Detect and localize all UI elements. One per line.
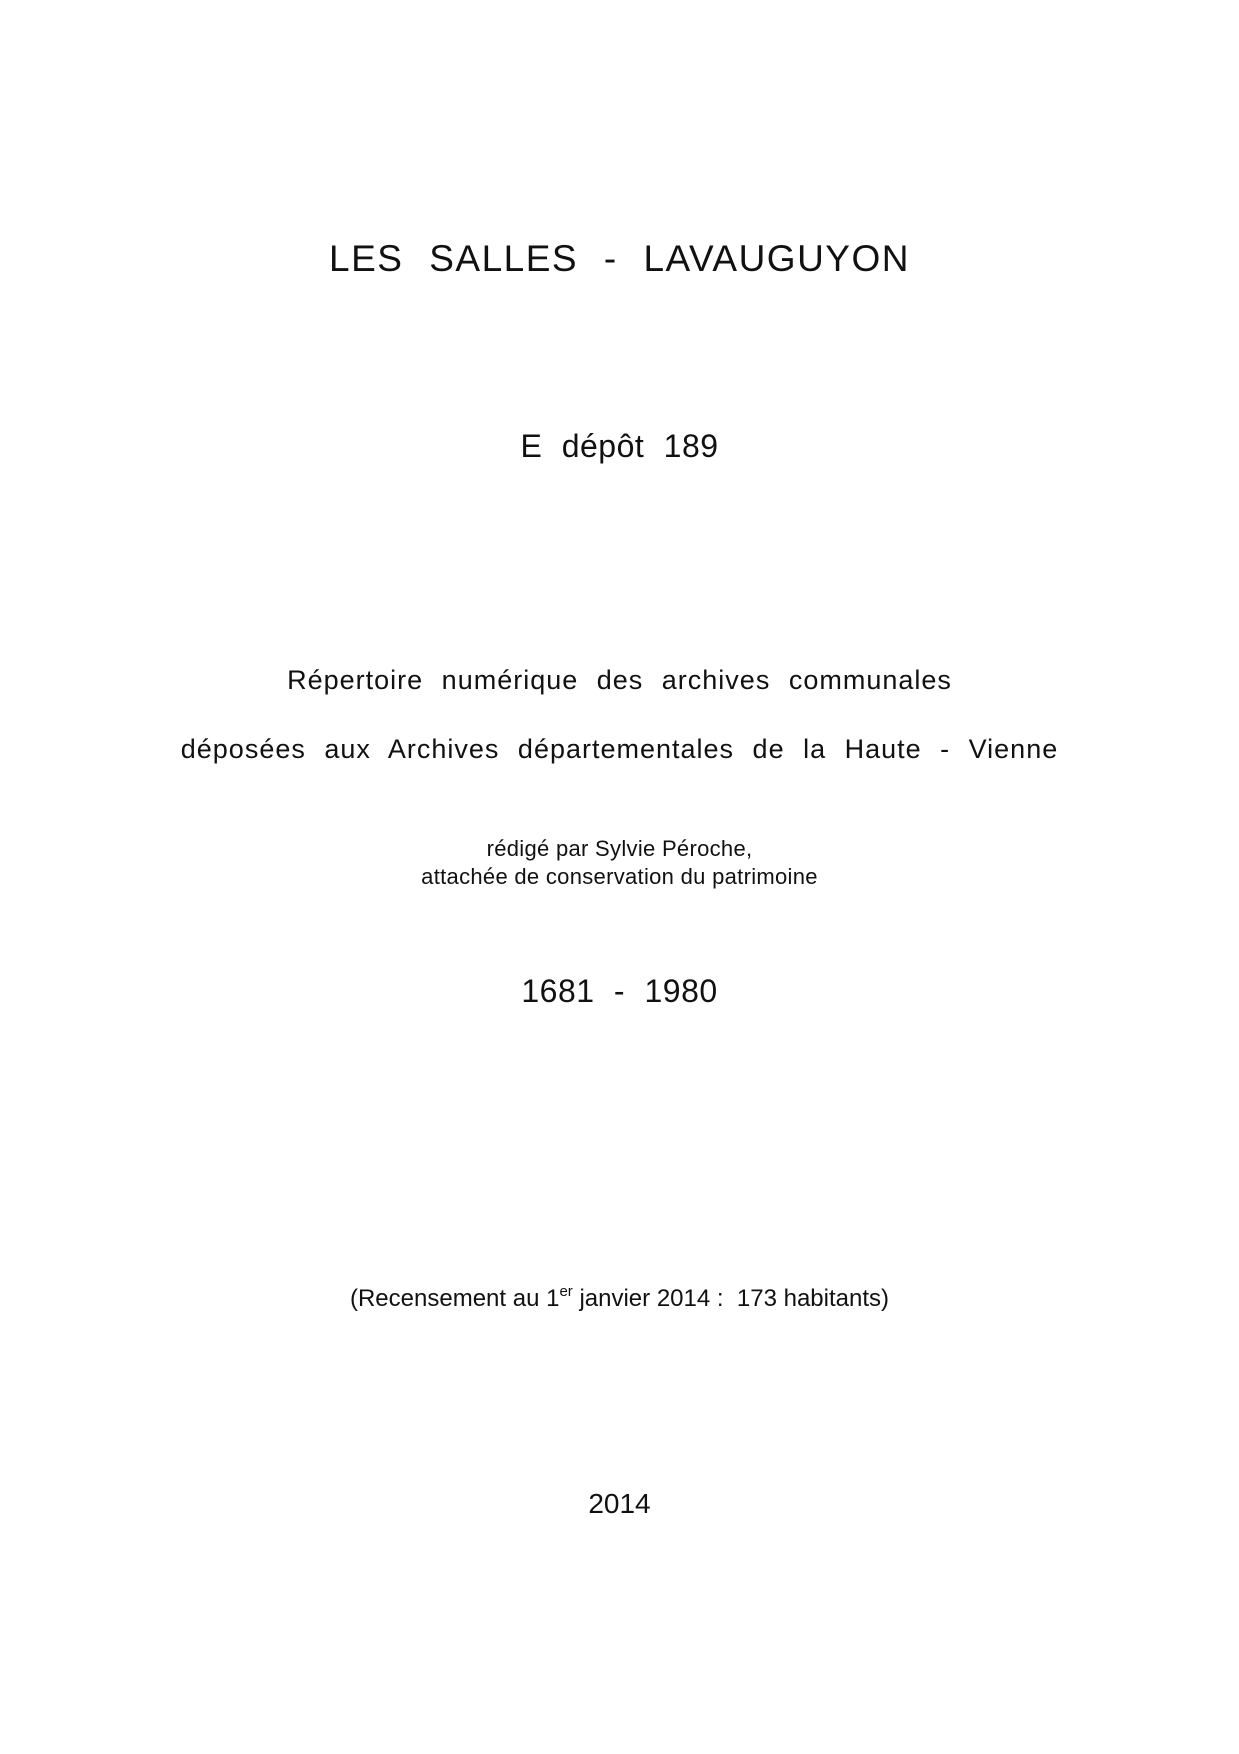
archive-reference: E dépôt 189 <box>520 428 719 464</box>
census-superscript: er <box>559 1283 573 1300</box>
subtitle-line-1: Répertoire numérique des archives communales <box>287 665 952 695</box>
author-line-1: rédigé par Sylvie Péroche, <box>486 836 753 861</box>
census-note <box>0 1283 1239 1312</box>
publication-year: 2014 <box>588 1488 651 1519</box>
document-title: LES SALLES - LAVAUGUYON <box>329 238 910 279</box>
author-line-2: attachée de conservation du patrimoine <box>421 864 818 889</box>
census-suffix: janvier 2014 : 173 habitants) <box>572 1285 889 1312</box>
census-prefix: (Recensement au 1 <box>349 1285 560 1312</box>
subtitle-line-2: déposées aux Archives départementales de la Haute - Vienne <box>180 734 1059 764</box>
date-range: 1681 - 1980 <box>521 973 718 1009</box>
